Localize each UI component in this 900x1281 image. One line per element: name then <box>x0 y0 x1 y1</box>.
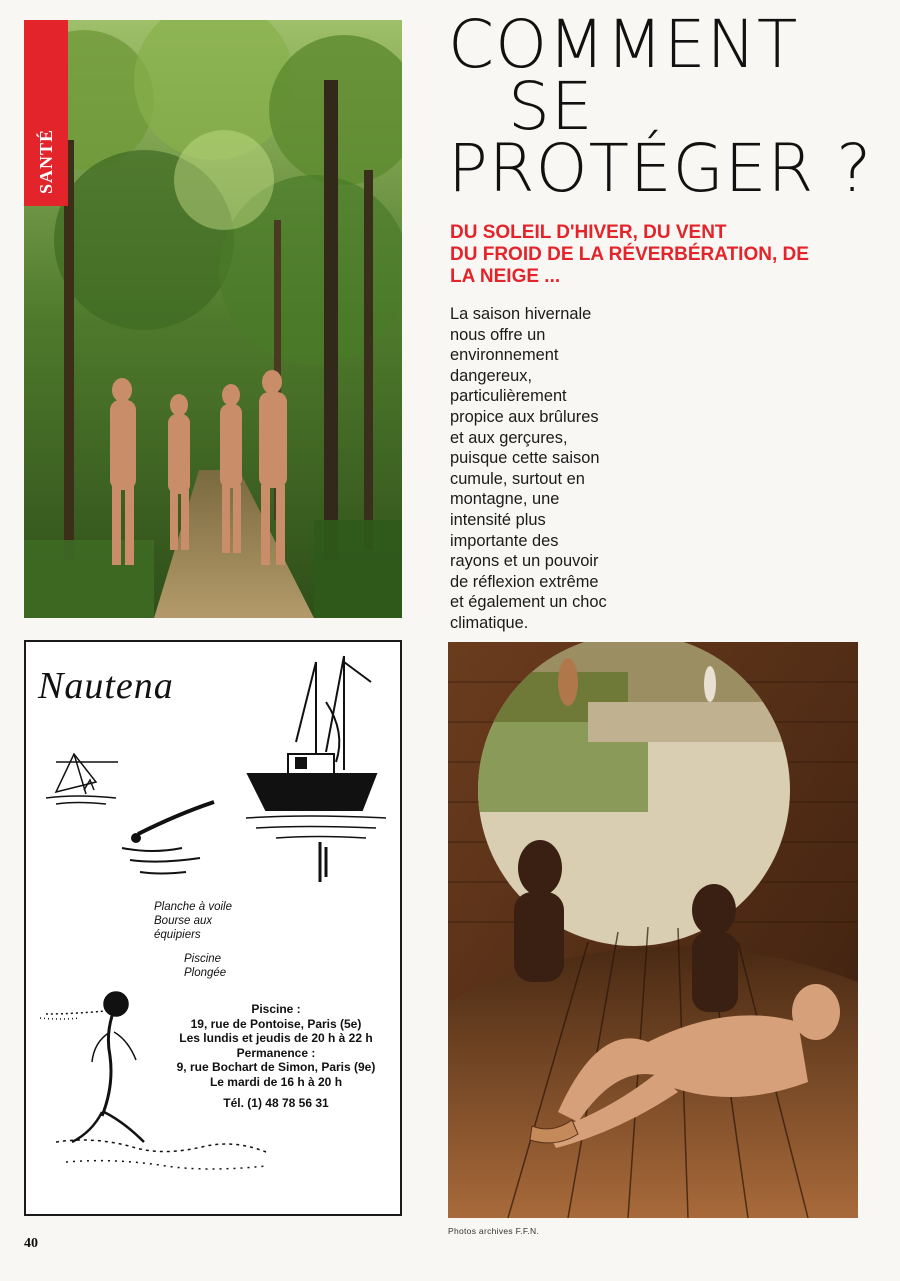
title-line-2: SE <box>508 68 594 145</box>
intro-line: intensité plus <box>450 510 546 529</box>
intro-line: particulièrement <box>450 387 567 406</box>
section-tab-label: SANTÉ <box>35 128 56 194</box>
ad-activity-line: Piscine <box>184 953 222 965</box>
title-line-3: PROTÉGER ? <box>448 130 873 207</box>
forest-photo <box>24 20 402 618</box>
intro-line: propice aux brûlures <box>450 407 599 426</box>
ad-permanence-address: 9, rue Bochart de Simon, Paris (9e) <box>176 1060 376 1075</box>
intro-line: nous offre un <box>450 325 546 344</box>
intro-paragraph <box>450 304 650 634</box>
diver-drawing <box>122 802 214 874</box>
article-title <box>444 6 873 207</box>
section-tab <box>24 20 68 206</box>
ad-permanence-hours: Le mardi de 16 h à 20 h <box>209 1074 343 1089</box>
page-number: 40 <box>24 1236 38 1251</box>
intro-line: montagne, une <box>450 490 560 509</box>
intro-line: et aux gerçures, <box>450 428 568 447</box>
ad-activity-line: équipiers <box>154 929 201 941</box>
intro-line: dangereux, <box>450 366 533 385</box>
ad-activity-line: Bourse aux <box>154 915 213 927</box>
ad-piscine-address: 19, rue de Pontoise, Paris (5e) <box>190 1016 362 1031</box>
subtitle-line-2: DU FROID DE LA RÉVERBÉRATION, DE <box>450 244 809 265</box>
ad-piscine-info <box>146 1002 402 1110</box>
tunnel-photo <box>448 642 858 1218</box>
intro-line: cumule, surtout en <box>450 469 585 488</box>
intro-line: rayons et un pouvoir <box>450 552 599 571</box>
intro-line: et également un choc <box>450 593 607 612</box>
intro-line: importante des <box>450 531 559 550</box>
article-subtitle <box>450 222 870 288</box>
ad-activities <box>154 900 232 942</box>
ad-brand: Nautena <box>38 665 174 707</box>
windsurf-drawing <box>46 754 118 804</box>
ad-phone: Tél. (1) 48 78 56 31 <box>223 1095 329 1110</box>
intro-line: climatique. <box>450 613 529 632</box>
intro-line: La saison hivernale <box>450 305 592 323</box>
subtitle-line-3: LA NEIGE ... <box>450 266 561 287</box>
intro-line: environnement <box>450 346 559 365</box>
sailboat-drawing <box>246 656 386 882</box>
ad-activity-line: Planche à voile <box>154 901 232 913</box>
ad-permanence-label: Permanence : <box>236 1045 316 1060</box>
ad-piscine-label: Piscine : <box>251 1002 301 1016</box>
ad-activity-line: Plongée <box>184 967 227 979</box>
photo-credits: Photos archives F.F.N. <box>448 1226 540 1236</box>
ad-piscine-hours: Les lundis et jeudis de 20 h à 22 h <box>179 1031 373 1046</box>
subtitle-line-1: DU SOLEIL D'HIVER, DU VENT <box>450 222 727 243</box>
title-line-1: COMMENT <box>448 6 799 83</box>
nautena-advertisement <box>24 640 402 1216</box>
ad-activities-2 <box>184 952 226 980</box>
intro-line: de réflexion extrême <box>450 572 599 591</box>
intro-line: puisque cette saison <box>450 449 600 468</box>
